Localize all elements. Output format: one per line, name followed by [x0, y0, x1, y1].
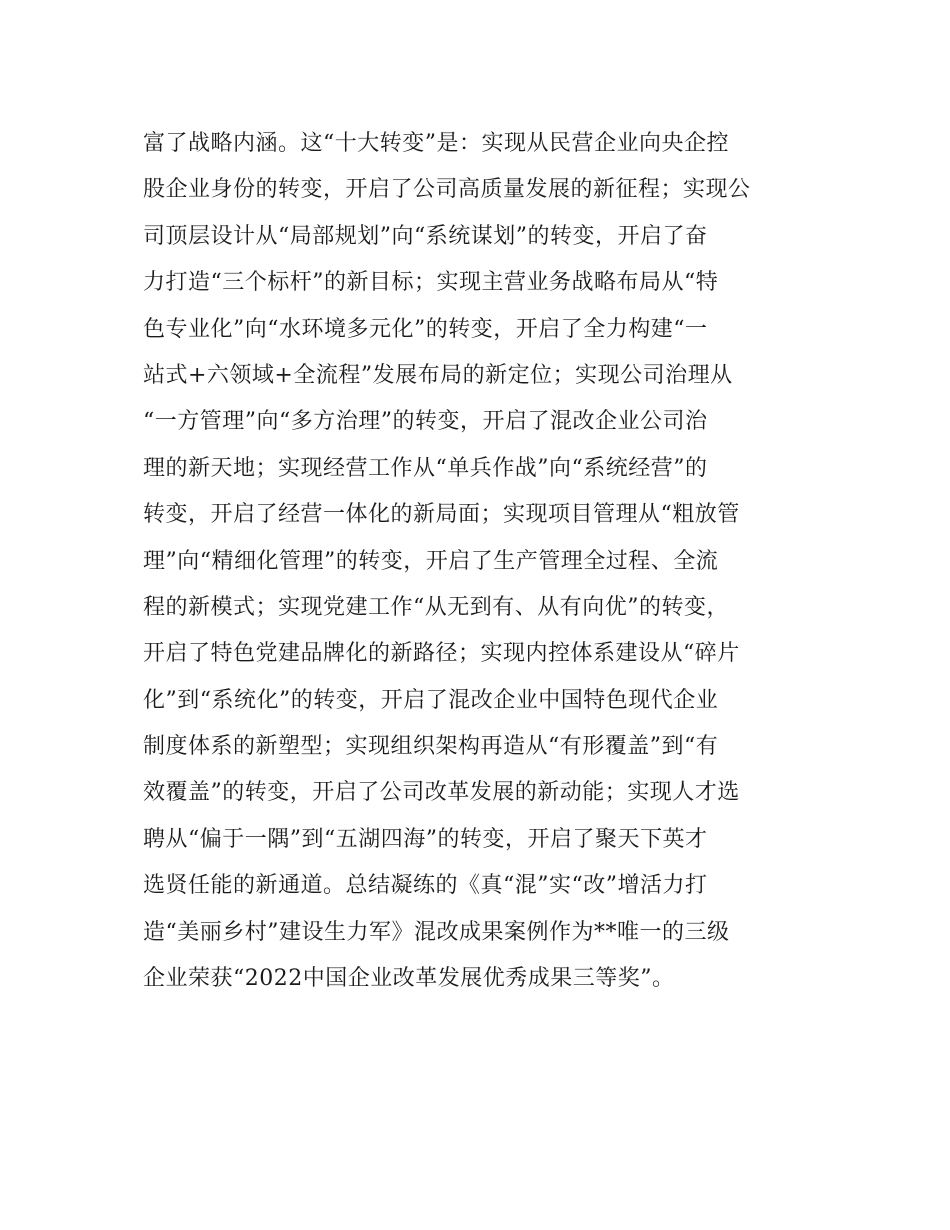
- text-line: 色专业化”向“水环境多元化”的转变，开启了全力构建“一: [143, 316, 708, 342]
- text-line: 选贤任能的新通道。总结凝练的《真“混”实“改”增活力打: [143, 873, 708, 899]
- text-line: 站式+六领域+全流程”发展布局的新定位；实现公司治理从: [143, 362, 733, 388]
- body-paragraph: [143, 121, 813, 1002]
- text-line: 企业荣获“2022中国企业改革发展优秀成果三等奖”。: [143, 966, 675, 992]
- text-line: 理”向“精细化管理”的转变，开启了生产管理全过程、全流: [143, 548, 719, 574]
- text-line: 聘从“偏于一隅”到“五湖四海”的转变，开启了聚天下英才: [143, 826, 708, 852]
- text-line: 力打造“三个标杆”的新目标；实现主营业务战略布局从“特: [143, 270, 719, 296]
- text-line: “一方管理”向“多方治理”的转变，开启了混改企业公司治: [143, 409, 708, 435]
- text-line: 司顶层设计从“局部规划”向“系统谋划”的转变，开启了奋: [143, 223, 708, 249]
- text-line: 股企业身份的转变，开启了公司高质量发展的新征程；实现公: [143, 177, 751, 203]
- text-line: 富了战略内涵。这“十大转变”是：实现从民营企业向央企控: [143, 131, 729, 156]
- text-line: 程的新模式；实现党建工作“从无到有、从有向优”的转变，: [143, 594, 729, 620]
- text-line: 理的新天地；实现经营工作从“单兵作战”向“系统经营”的: [143, 455, 708, 481]
- text-line: 效覆盖”的转变，开启了公司改革发展的新动能；实现人才选: [143, 780, 740, 806]
- text-line: 造“美丽乡村”建设生力军》混改成果案例作为**唯一的三级: [143, 919, 730, 945]
- text-line: 开启了特色党建品牌化的新路径；实现内控体系建设从“碎片: [143, 641, 740, 667]
- text-line: 转变，开启了经营一体化的新局面；实现项目管理从“粗放管: [143, 502, 740, 528]
- text-line: 化”到“系统化”的转变，开启了混改企业中国特色现代企业: [143, 687, 719, 713]
- text-line: 制度体系的新塑型；实现组织架构再造从“有形覆盖”到“有: [143, 734, 719, 760]
